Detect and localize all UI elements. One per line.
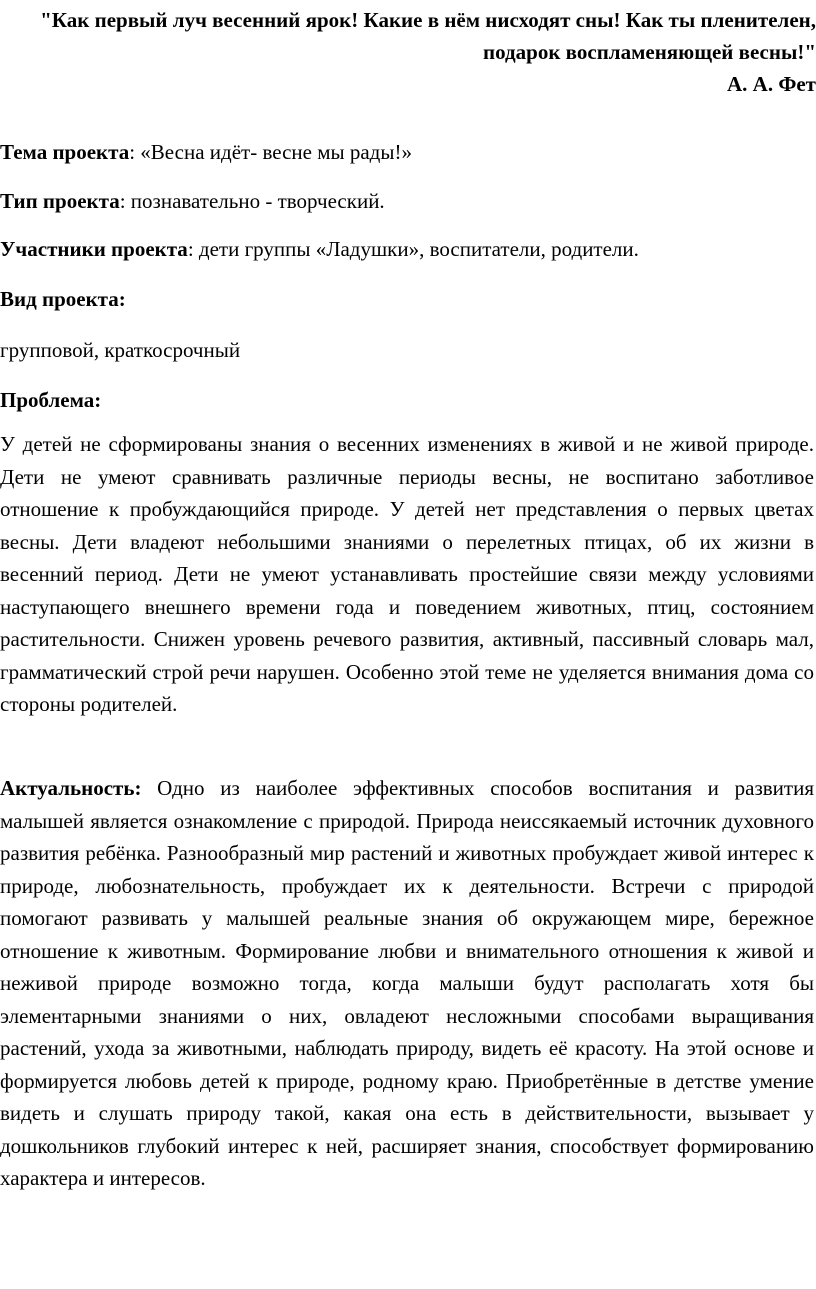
project-type-value: : познавательно - творческий. xyxy=(119,189,385,213)
project-participants-value: : дети группы «Ладушки», воспитатели, родители. xyxy=(187,237,639,261)
problem-label: Проблема: xyxy=(0,388,102,412)
project-theme-label: Тема проекта xyxy=(0,140,130,164)
epigraph-author: А. А. Фет xyxy=(726,72,816,96)
relevance-paragraph xyxy=(0,772,814,1195)
project-kind-value-line xyxy=(0,334,816,366)
project-theme xyxy=(0,136,816,168)
project-participants-label: Участники проекта xyxy=(0,237,188,261)
problem-paragraph: У детей не сформированы знания о весенних изменениях в живой и не живой природе. Дети не умеют сравнивать различные периоды весны, не воспитано заботливое отношение к пробуждающийся природе. У детей нет представления о первых цветах весны. Дети владеют небольшими знаниями о перелетных птицах, об их жизни в весенний период. Дети не умеют устанавливать простейшие связи между условиями наступающего внешнего времени года и поведением животных, птиц, состоянием растительности. Снижен уровень речевого развития, активный, пассивный словарь мал, грамматический строй речи нарушен. Особенно этой теме не уделяется внимания дома со стороны родителей. xyxy=(0,432,814,716)
project-kind-value: групповой, краткосрочный xyxy=(0,338,241,362)
project-theme-value: : «Весна идёт- весне мы рады!» xyxy=(129,140,412,164)
project-kind-label: Вид проекта: xyxy=(0,287,126,311)
relevance-text: Одно из наиболее эффективных способов воспитания и развития малышей является ознакомление с природой. Природа неиссякаемый источник духовного развития ребёнка. Разнообразный мир растений и животных пробуждает живой интерес к природе, любознательность, пробуждает их к деятельности. Встречи с природой помогают развивать у малышей реальные знания об окружающем мире, бережное отношение к животным. Формирование любви и внимательного отношения к живой и неживой природе возможно тогда, когда малыши будут располагать хотя бы элементарными знаниями о них, овладеют несложными способами выращивания растений, ухода за животными, наблюдать природу, видеть её красоту. На этой основе и формируется любовь детей к природе, родному краю. Приобретённые в детстве умение видеть и слушать природу такой, какая она есть в действительности, вызывает у дошкольников глубокий интерес к ней, расширяет знания, способствует формированию характера и интересов. xyxy=(0,776,814,1190)
relevance-label: Актуальность: xyxy=(0,776,142,800)
project-kind-label-line xyxy=(0,283,816,315)
project-participants xyxy=(0,233,816,265)
epigraph-quote: "Как первый луч весенний ярок! Какие в нём нисходят сны! Как ты пленителен, подарок воспламеняющей весны!" xyxy=(40,8,816,64)
project-type xyxy=(0,185,816,217)
problem-heading-line xyxy=(0,384,816,416)
project-type-label: Тип проекта xyxy=(0,189,120,213)
